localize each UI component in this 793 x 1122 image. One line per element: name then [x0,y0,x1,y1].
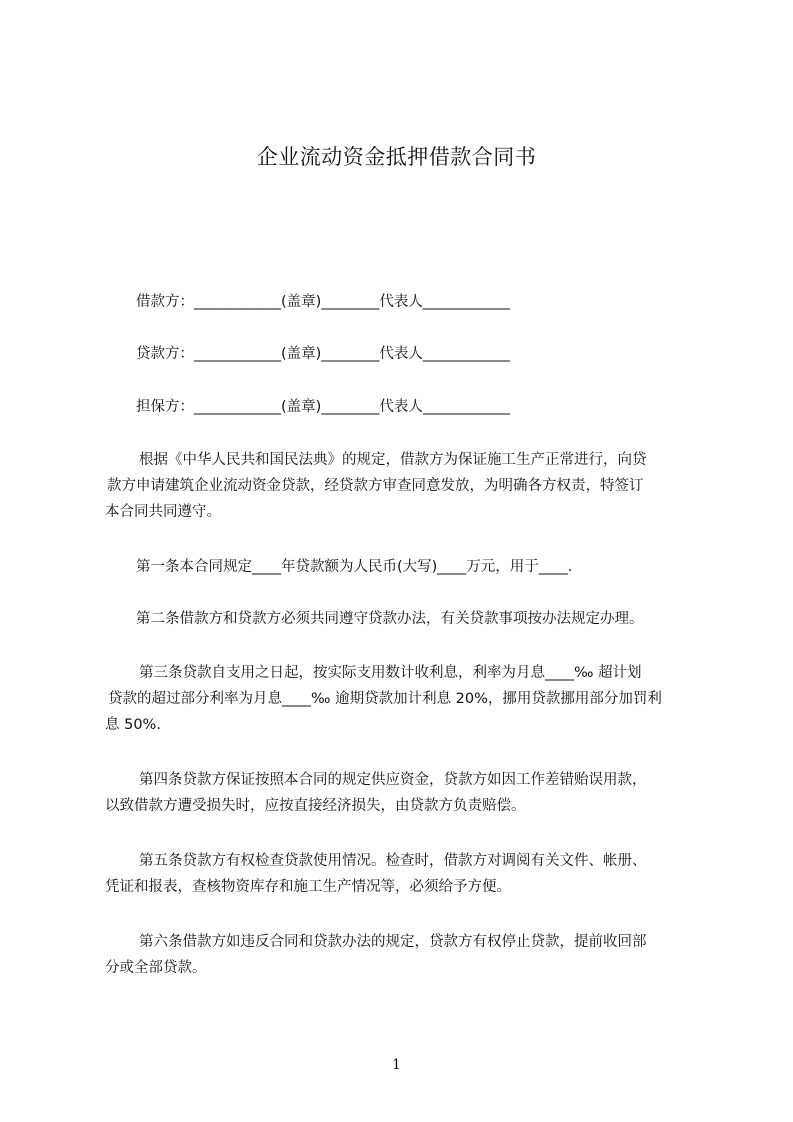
party-label: 借款方： [136,294,194,310]
paragraph-line: 根据《中华人民共和国民法典》的规定，借款方为保证施工生产正常进行，向贷 [139,452,647,468]
party-label: 贷款方： [136,346,194,362]
article-1 [105,554,705,580]
paragraph-line: 款方申请建筑企业流动资金贷款，经贷款方审查同意发放，为明确各方权责，特签订 [107,478,644,494]
preamble-paragraph [105,447,705,525]
paragraph-line: 息 50%. [105,717,161,733]
blank-field: ____________ [422,399,510,415]
blank-field: ________ [321,346,380,362]
article-4 [105,767,705,819]
blank-field: ________ [321,399,380,415]
representative-label: 代表人 [379,399,423,415]
article-6 [105,929,705,981]
paragraph-line: 以致借款方遭受损失时，应按直接经济损失，由贷款方负责赔偿。 [105,798,526,814]
paragraph-line: 第二条借款方和贷款方必须共同遵守贷款办法，有关贷款事项按办法规定办理。 [136,611,644,627]
article-3 [105,660,705,738]
document-title: 企业流动资金抵押借款合同书 [256,145,537,169]
paragraph-line: 分或全部贷款。 [105,960,207,976]
blank-field: ____________ [422,346,510,362]
paragraph-line: 第六条借款方如违反合同和贷款办法的规定，贷款方有权停止贷款，提前收回部 [139,934,647,950]
party-line-borrower [136,291,510,313]
page-number: 1 [392,1057,401,1073]
paragraph-line: 第一条本合同规定____年贷款额为人民币(大写)____万元，用于____. [136,559,573,575]
blank-field: ____________ [194,294,281,310]
representative-label: 代表人 [379,294,423,310]
paragraph-line: 凭证和报表，查核物资库存和施工生产情况等，必须给予方便。 [105,879,511,895]
blank-field: ____________ [194,346,281,362]
representative-label: 代表人 [379,346,423,362]
paragraph-line: 贷款的超过部分利率为月息____‰ 逾期贷款加计利息 20%，挪用贷款挪用部分加罚利 [108,691,662,707]
party-line-lender [136,343,510,365]
paragraph-line: 本合同共同遵守。 [105,504,221,520]
paragraph-line: 第三条贷款自支用之日起，按实际支用数计收利息，利率为月息____‰ 超计划 [139,665,642,681]
paragraph-line: 第五条贷款方有权检查贷款使用情况。检查时，借款方对调阅有关文件、帐册、 [139,853,647,869]
article-5 [105,848,705,900]
seal-label: (盖章) [281,346,322,362]
seal-label: (盖章) [281,399,322,415]
party-label: 担保方： [136,399,194,415]
article-2 [105,606,705,632]
paragraph-line: 第四条贷款方保证按照本合同的规定供应资金，贷款方如因工作差错贻误用款， [139,772,647,788]
blank-field: ____________ [194,399,281,415]
party-line-guarantor [136,396,510,418]
seal-label: (盖章) [281,294,322,310]
blank-field: ________ [321,294,380,310]
blank-field: ____________ [422,294,510,310]
